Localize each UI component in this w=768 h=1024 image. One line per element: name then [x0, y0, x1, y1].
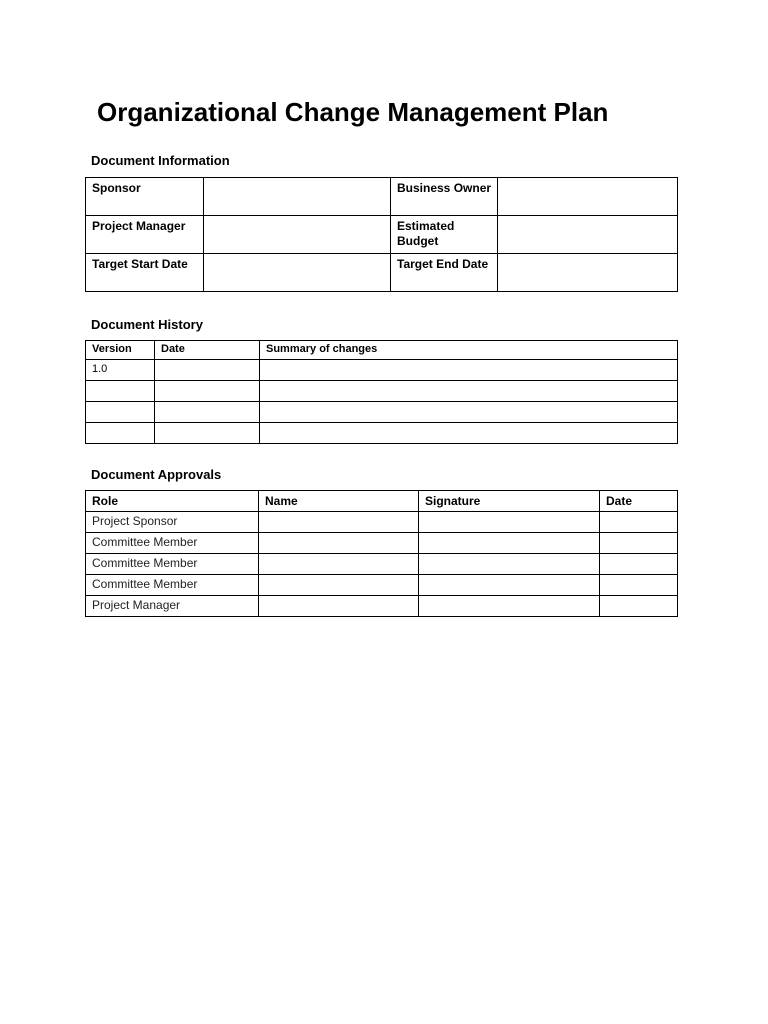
date-cell[interactable] — [600, 512, 678, 533]
estimated-budget-field[interactable] — [498, 216, 678, 254]
document-approvals-heading: Document Approvals — [91, 467, 222, 482]
signature-cell[interactable] — [419, 554, 600, 575]
table-row — [86, 360, 678, 381]
date-cell[interactable] — [155, 360, 260, 381]
date-cell[interactable] — [155, 423, 260, 444]
business-owner-field[interactable] — [498, 178, 678, 216]
name-cell[interactable] — [259, 575, 419, 596]
info-label: Target End Date — [391, 254, 498, 292]
column-header-version: Version — [86, 341, 155, 360]
name-cell[interactable] — [259, 554, 419, 575]
target-start-date-field[interactable] — [204, 254, 391, 292]
version-cell[interactable] — [86, 402, 155, 423]
page-title: Organizational Change Management Plan — [97, 97, 609, 127]
summary-cell[interactable] — [260, 402, 678, 423]
version-cell[interactable] — [86, 423, 155, 444]
name-cell[interactable] — [259, 512, 419, 533]
date-cell[interactable] — [155, 402, 260, 423]
table-row — [86, 381, 678, 402]
column-header-role: Role — [86, 491, 259, 512]
role-cell: Committee Member — [86, 533, 259, 554]
role-cell: Committee Member — [86, 554, 259, 575]
date-cell[interactable] — [155, 381, 260, 402]
info-row — [86, 216, 678, 254]
signature-cell[interactable] — [419, 512, 600, 533]
signature-cell[interactable] — [419, 575, 600, 596]
info-label: Target Start Date — [86, 254, 204, 292]
column-header-signature: Signature — [419, 491, 600, 512]
date-cell[interactable] — [600, 533, 678, 554]
table-row — [86, 533, 678, 554]
table-row — [86, 575, 678, 596]
name-cell[interactable] — [259, 533, 419, 554]
info-row — [86, 178, 678, 216]
info-label: Estimated Budget — [391, 216, 498, 254]
summary-cell[interactable] — [260, 423, 678, 444]
info-label: Business Owner — [391, 178, 498, 216]
column-header-date: Date — [600, 491, 678, 512]
table-row — [86, 423, 678, 444]
info-label: Sponsor — [86, 178, 204, 216]
project-manager-field[interactable] — [204, 216, 391, 254]
version-cell[interactable]: 1.0 — [86, 360, 155, 381]
target-end-date-field[interactable] — [498, 254, 678, 292]
signature-cell[interactable] — [419, 596, 600, 617]
role-cell: Project Sponsor — [86, 512, 259, 533]
column-header-date: Date — [155, 341, 260, 360]
date-cell[interactable] — [600, 554, 678, 575]
table-row — [86, 596, 678, 617]
name-cell[interactable] — [259, 596, 419, 617]
signature-cell[interactable] — [419, 533, 600, 554]
document-history-heading: Document History — [91, 317, 203, 332]
table-header-row — [86, 491, 678, 512]
document-history-table — [85, 340, 678, 444]
summary-cell[interactable] — [260, 360, 678, 381]
role-cell: Committee Member — [86, 575, 259, 596]
document-information-table — [85, 177, 678, 292]
info-label: Project Manager — [86, 216, 204, 254]
column-header-name: Name — [259, 491, 419, 512]
summary-cell[interactable] — [260, 381, 678, 402]
sponsor-field[interactable] — [204, 178, 391, 216]
document-information-heading: Document Information — [91, 153, 230, 168]
column-header-summary: Summary of changes — [260, 341, 678, 360]
role-cell: Project Manager — [86, 596, 259, 617]
date-cell[interactable] — [600, 575, 678, 596]
document-approvals-table — [85, 490, 678, 617]
table-row — [86, 512, 678, 533]
version-cell[interactable] — [86, 381, 155, 402]
date-cell[interactable] — [600, 596, 678, 617]
table-header-row — [86, 341, 678, 360]
table-row — [86, 554, 678, 575]
info-row — [86, 254, 678, 292]
table-row — [86, 402, 678, 423]
